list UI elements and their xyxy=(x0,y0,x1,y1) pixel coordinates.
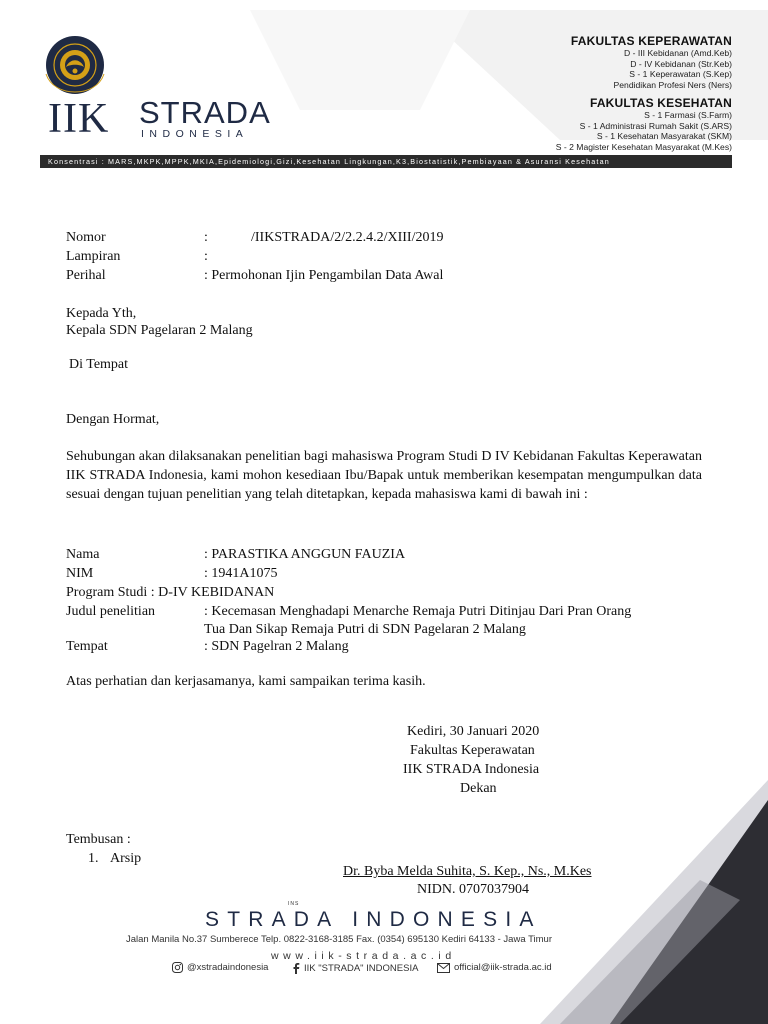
nomor-value: /IIKSTRADA/2/2.2.4.2/XIII/2019 xyxy=(251,230,444,245)
nama-label: Nama xyxy=(66,547,100,562)
nim-label: NIM xyxy=(66,566,94,581)
program-item: Pendidikan Profesi Ners (Ners) xyxy=(613,79,732,90)
instagram-handle: @xstradaindonesia xyxy=(187,962,269,973)
prodi-line: Program Studi : D-IV KEBIDANAN xyxy=(66,585,275,600)
facebook-icon xyxy=(292,962,300,974)
tempat-label: Tempat xyxy=(66,639,108,654)
brand-strada: STRADA xyxy=(139,95,271,130)
logo-emblem xyxy=(40,34,110,96)
nomor-label: Nomor xyxy=(66,230,106,245)
facebook-handle: IIK "STRADA" INDONESIA xyxy=(304,962,419,974)
judul-label: Judul penelitian xyxy=(66,604,156,619)
body-paragraph: Sehubungan akan dilaksanakan penelitian bagi mahasiswa Program Studi D IV Kebidanan Fakultas Keperawatan IIK STRADA Indonesia, kami mohon kesediaan Ibu/Bapak untuk memberikan kesempatan mengumpulkan data sesuai dengan tujuan penelitian yang telah ditetapkan, kepada mahasiswa kami di bawah ini : xyxy=(66,449,702,502)
perihal-label: Perihal xyxy=(66,268,106,283)
footer-email[interactable] xyxy=(437,962,552,973)
brand-iik: IIK xyxy=(48,96,110,142)
instagram-icon xyxy=(172,962,183,973)
lampiran-colon: : xyxy=(204,249,208,264)
program-item: D - IV Kebidanan (Str.Keb) xyxy=(630,58,732,69)
program-item: D - III Kebidanan (Amd.Keb) xyxy=(624,48,732,58)
sign-position: Dekan xyxy=(460,781,497,796)
di-tempat: Di Tempat xyxy=(69,357,129,372)
tembusan-item: Arsip xyxy=(110,851,142,866)
program-item: S - 1 Farmasi (S.Farm) xyxy=(644,110,732,120)
footer-strada: STRADA INDONESIA xyxy=(205,908,542,931)
judul-value-2: Tua Dan Sikap Remaja Putri di SDN Pagelaran 2 Malang xyxy=(204,622,526,637)
judul-value-1: : Kecemasan Menghadapi Menarche Remaja Putri Ditinjau Dari Pran Orang xyxy=(204,604,632,619)
lampiran-label: Lampiran xyxy=(66,249,121,264)
program-item: S - 1 Administrasi Rumah Sakit (S.ARS) xyxy=(579,120,732,131)
place-date: Kediri, 30 Januari 2020 xyxy=(407,724,540,739)
closing-line: Atas perhatian dan kerjasamanya, kami sampaikan terima kasih. xyxy=(66,674,426,689)
signer-nidn: NIDN. 0707037904 xyxy=(417,882,529,897)
kepada-line: Kepada Yth, xyxy=(66,306,137,321)
perihal-value: : Permohonan Ijin Pengambilan Data Awal xyxy=(204,268,444,283)
faculty-kesehatan xyxy=(556,96,732,152)
footer-website[interactable]: www.iik-strada.ac.id xyxy=(271,950,456,962)
faculty-title: FAKULTAS KESEHATAN xyxy=(589,96,732,110)
faculty-keperawatan xyxy=(571,34,732,90)
recipient-line: Kepala SDN Pagelaran 2 Malang xyxy=(66,323,253,338)
nim-value: : 1941A1075 xyxy=(204,566,278,581)
sign-institution: IIK STRADA Indonesia xyxy=(403,762,540,777)
footer-address: Jalan Manila No.37 Sumberece Telp. 0822-3168-3185 Fax. (0354) 695130 Kediri 64133 - Jawa Timur xyxy=(126,934,552,945)
program-item: S - 2 Magister Kesehatan Masyarakat (M.Kes) xyxy=(555,141,732,152)
email-address: official@iik-strada.ac.id xyxy=(454,962,552,973)
signer-name: Dr. Byba Melda Suhita, S. Kep., Ns., M.Kes xyxy=(343,864,592,879)
footer-instagram[interactable] xyxy=(172,962,268,973)
salutation: Dengan Hormat, xyxy=(66,412,160,427)
footer-facebook[interactable] xyxy=(292,962,418,974)
concentration-bar: Konsentrasi : MARS,MKPK,MPPK,MKIA,Epidemiologi,Gizi,Kesehatan Lingkungan,K3,Biostatistik,Pembiayaan & Asuransi Kesehatan xyxy=(40,155,732,168)
program-item: S - 1 Keperawatan (S.Kep) xyxy=(629,69,732,80)
nama-value: : PARASTIKA ANGGUN FAUZIA xyxy=(204,547,406,562)
program-item: S - 1 Kesehatan Masyarakat (SKM) xyxy=(596,131,732,142)
footer-ins: INS xyxy=(288,901,300,907)
faculty-title: FAKULTAS KEPERAWATAN xyxy=(570,34,732,48)
sign-faculty: Fakultas Keperawatan xyxy=(410,743,535,758)
tempat-value: : SDN Pagelran 2 Malang xyxy=(204,639,349,654)
tembusan-num: 1. xyxy=(88,851,99,866)
tembusan-label: Tembusan : xyxy=(66,832,131,847)
brand-logotype xyxy=(48,95,271,142)
nomor-colon: : xyxy=(204,230,208,245)
brand-indonesia: INDONESIA xyxy=(141,128,249,140)
email-icon xyxy=(437,963,450,973)
